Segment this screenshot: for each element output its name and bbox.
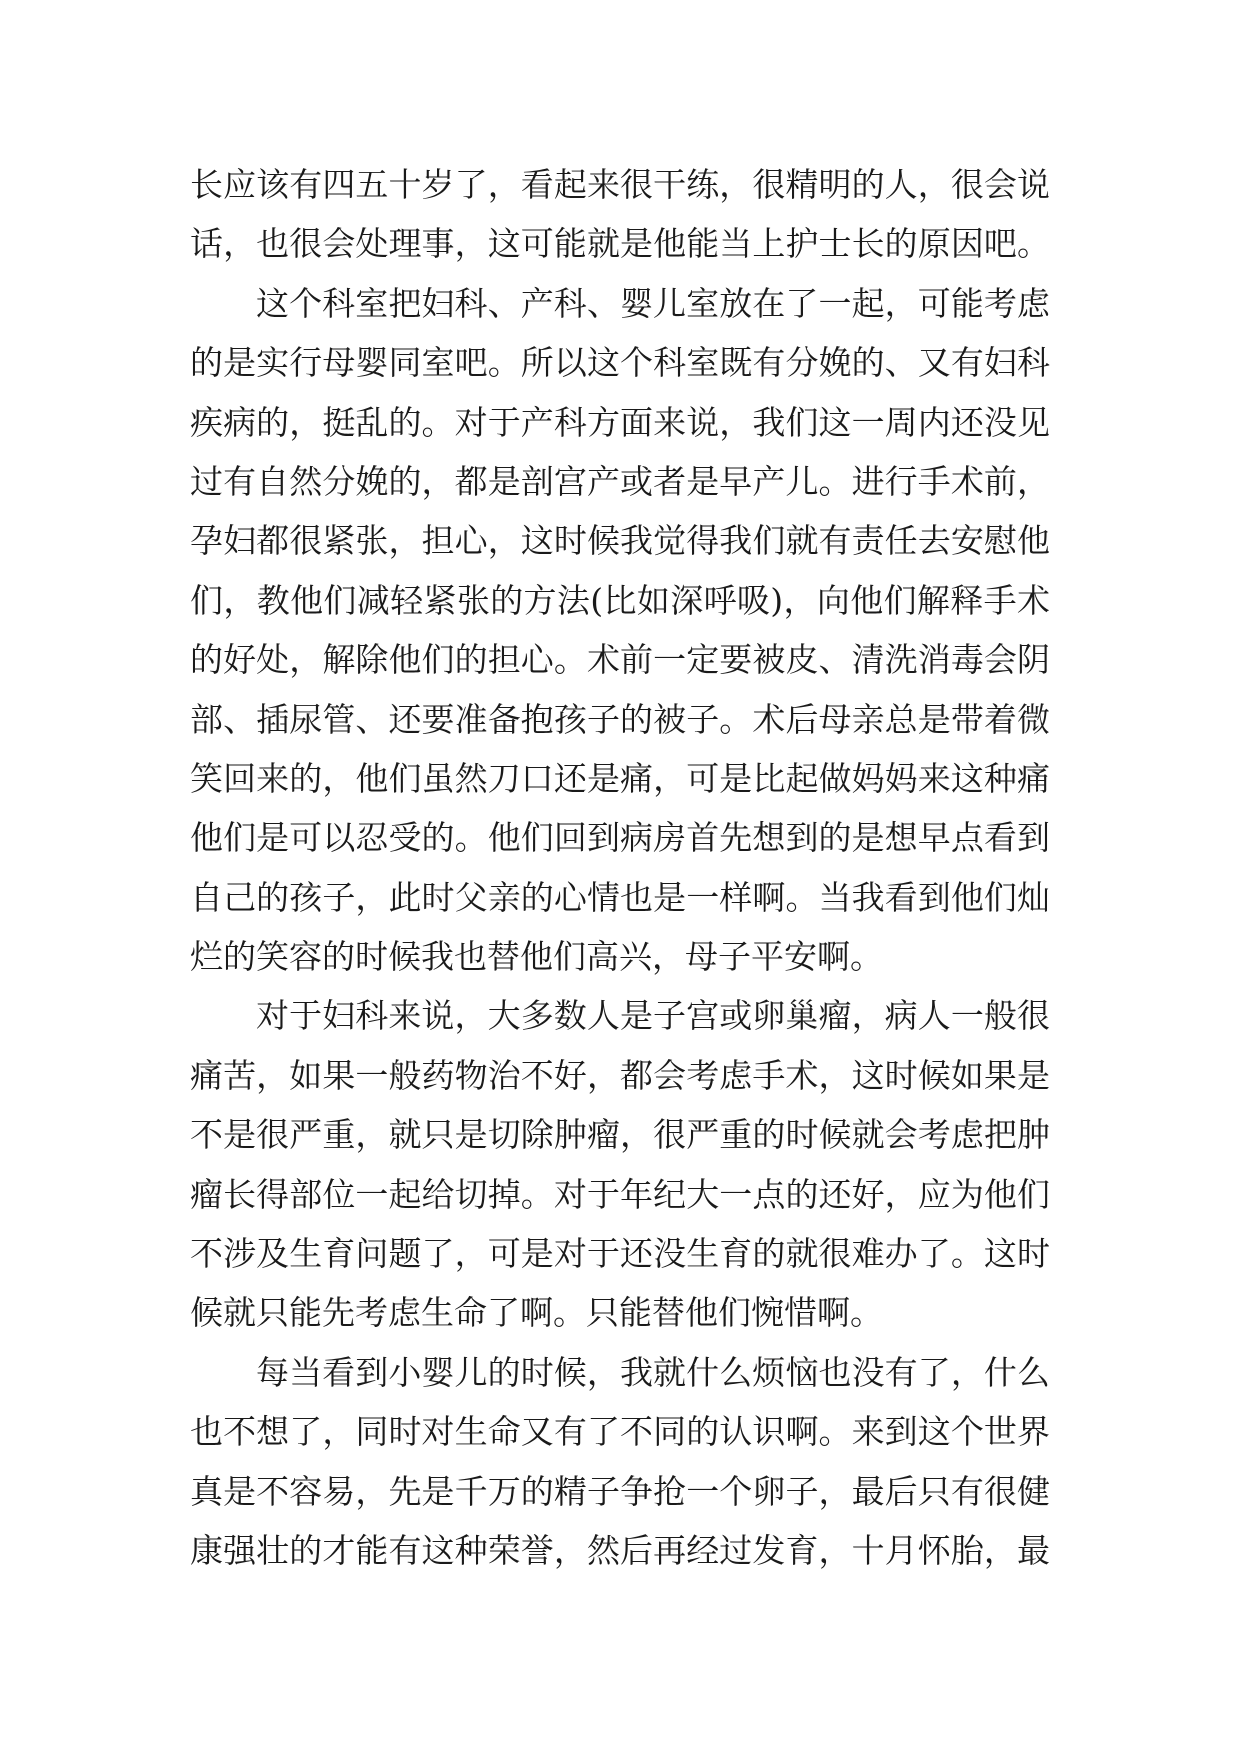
paragraph	[190, 274, 1050, 987]
text-line: 烂的笑容的时候我也替他们高兴，母子平安啊。	[190, 937, 883, 977]
text-line: 长应该有四五十岁了，看起来很干练，很精明的人，很会说	[190, 165, 1050, 204]
text-line: 候就只能先考虑生命了啊。只能替他们惋惜啊。	[190, 1293, 883, 1333]
text-line: 真是不容易，先是千万的精子争抢一个卵子，最后只有很健	[190, 1471, 1050, 1511]
text-line: 笑回来的，他们虽然刀口还是痛，可是比起做妈妈来这种痛	[190, 758, 1050, 798]
text-line: 自己的孩子，此时父亲的心情也是一样啊。当我看到他们灿	[190, 877, 1050, 917]
text-line: 的好处，解除他们的担心。术前一定要被皮、清洗消毒会阴	[190, 640, 1050, 680]
text-line: 每当看到小婴儿的时候，我就什么烦恼也没有了，什么	[256, 1352, 1050, 1392]
paragraph	[190, 1343, 1050, 1581]
text-line: 也不想了，同时对生命又有了不同的认识啊。来到这个世界	[190, 1412, 1050, 1452]
text-line: 孕妇都很紧张，担心，这时候我觉得我们就有责任去安慰他	[190, 521, 1050, 561]
text-line: 不涉及生育问题了，可是对于还没生育的就很难办了。这时	[190, 1234, 1050, 1274]
paragraph	[190, 155, 1050, 274]
text-line: 对于妇科来说，大多数人是子宫或卵巢瘤，病人一般很	[256, 996, 1050, 1036]
text-line: 不是很严重，就只是切除肿瘤，很严重的时候就会考虑把肿	[190, 1115, 1050, 1155]
text-line: 部、插尿管、还要准备抱孩子的被子。术后母亲总是带着微	[190, 699, 1050, 739]
body-text	[190, 155, 1050, 1580]
text-line: 过有自然分娩的，都是剖宫产或者是早产儿。进行手术前，	[190, 461, 1050, 501]
text-line: 这个科室把妇科、产科、婴儿室放在了一起，可能考虑	[256, 283, 1050, 323]
text-line: 的是实行母婴同室吧。所以这个科室既有分娩的、又有妇科	[190, 343, 1050, 383]
text-line: 他们是可以忍受的。他们回到病房首先想到的是想早点看到	[190, 818, 1050, 858]
text-line: 疾病的，挺乱的。对于产科方面来说，我们这一周内还没见	[190, 402, 1050, 442]
text-line: 康强壮的才能有这种荣誉，然后再经过发育，十月怀胎，最	[190, 1530, 1050, 1570]
text-line: 们，教他们减轻紧张的方法(比如深呼吸)，向他们解释手术	[190, 580, 1050, 620]
text-line: 话，也很会处理事，这可能就是他能当上护士长的原因吧。	[190, 224, 1050, 264]
paragraph	[190, 986, 1050, 1342]
text-line: 瘤长得部位一起给切掉。对于年纪大一点的还好，应为他们	[190, 1174, 1050, 1214]
text-line: 痛苦，如果一般药物治不好，都会考虑手术，这时候如果是	[190, 1055, 1050, 1095]
